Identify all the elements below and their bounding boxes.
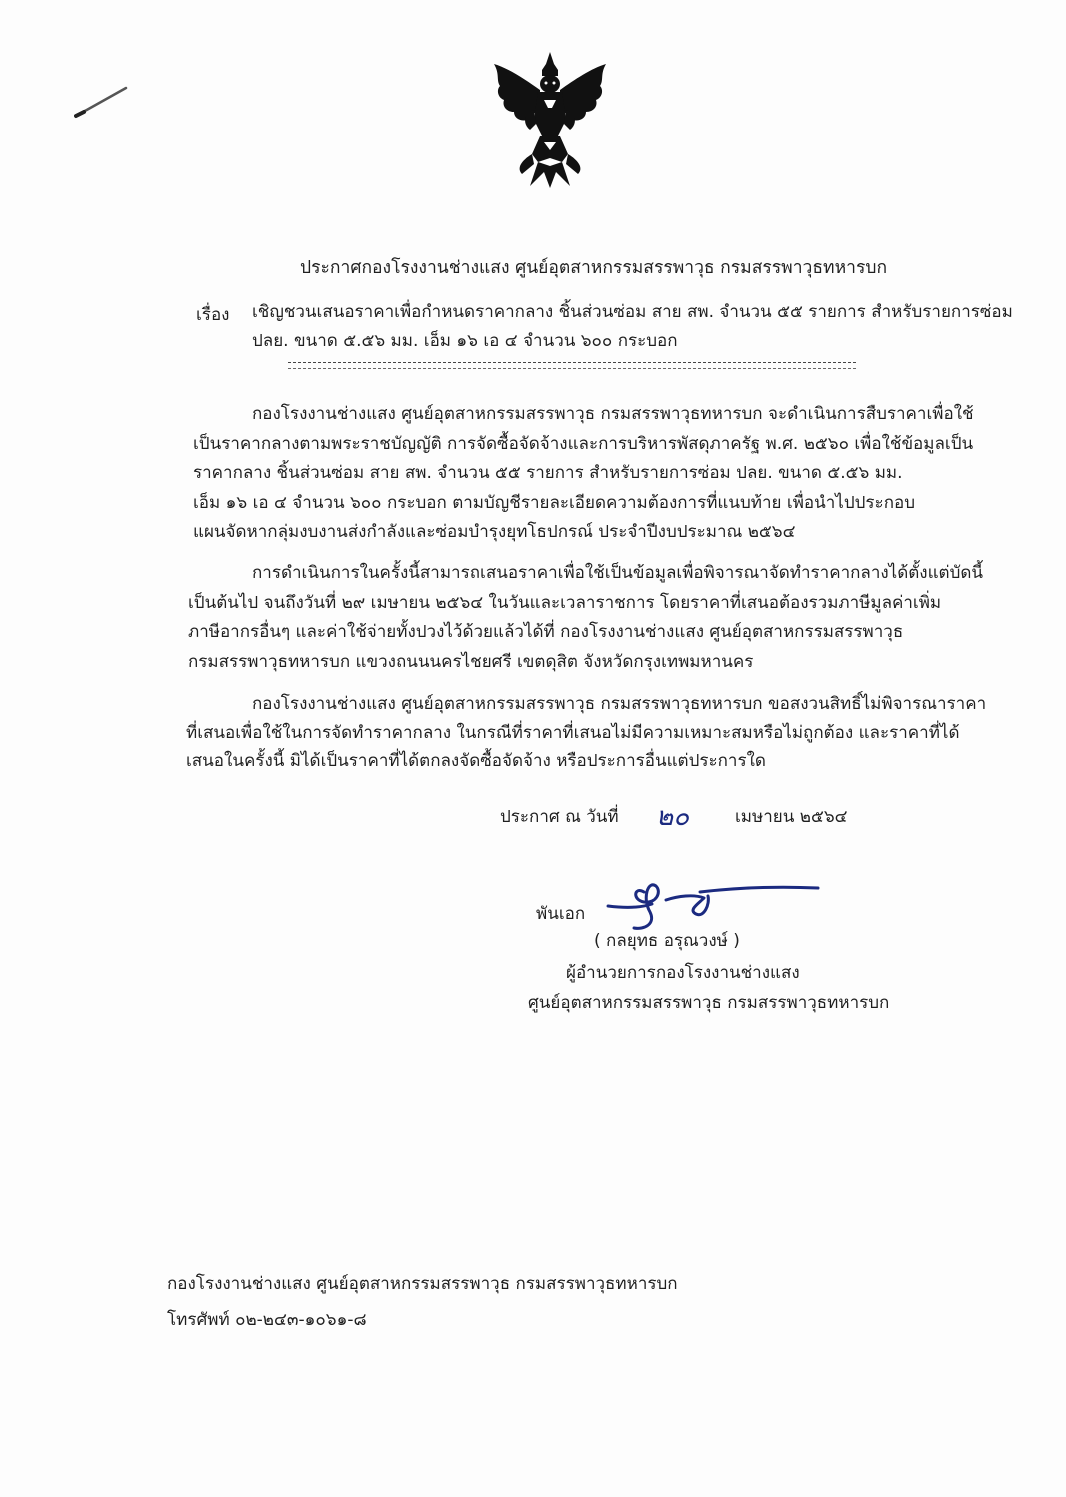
announcement-date-prefix: ประกาศ ณ วันที่ [500,807,619,827]
footer-organization: กองโรงงานช่างแสง ศูนย์อุตสาหกรรมสรรพาวุธ กรมสรรพาวุธทหารบก [167,1274,678,1294]
paragraph-1-line: ราคากลาง ชิ้นส่วนซ่อม สาย สพ. จำนวน ๕๕ รายการ สำหรับรายการซ่อม ปลย. ขนาด ๕.๕๖ มม. [193,463,903,483]
separator-rule-secondary [288,368,856,369]
subject-line-1: เชิญชวนเสนอราคาเพื่อกำหนดราคากลาง ชิ้นส่วนซ่อม สาย สพ. จำนวน ๕๕ รายการ สำหรับรายการซ่อม [252,302,1013,322]
paragraph-3-line: เสนอในครั้งนี้ มิได้เป็นราคาที่ได้ตกลงจัดซื้อจัดจ้าง หรือประการอื่นแต่ประการใด [186,751,766,771]
signatory-rank: พันเอก [536,904,586,924]
document-title: ประกาศกองโรงงานช่างแสง ศูนย์อุตสาหกรรมสรรพาวุธ กรมสรรพาวุธทหารบก [300,258,888,278]
paragraph-3-line: กองโรงงานช่างแสง ศูนย์อุตสาหกรรมสรรพาวุธ กรมสรรพาวุธทหารบก ขอสงวนสิทธิ์ไม่พิจารณาราคา [252,694,987,714]
paragraph-1-line: แผนจัดหากลุ่มงบงานส่งกำลังและซ่อมบำรุงยุทโธปกรณ์ ประจำปีงบประมาณ ๒๕๖๔ [193,522,796,542]
paragraph-1-line: เอ็ม ๑๖ เอ ๔ จำนวน ๖๐๐ กระบอก ตามบัญชีรายละเอียดความต้องการที่แนบท้าย เพื่อนำไปประกอบ [193,493,915,513]
separator-rule [288,362,856,363]
paragraph-2-line: ภาษีอากรอื่นๆ และค่าใช้จ่ายทั้งปวงไว้ด้วยแล้วได้ที่ กองโรงงานช่างแสง ศูนย์อุตสาหกรรมสรรพาวุธ [188,622,904,642]
signatory-name: ( กลยุทธ อรุณวงษ์ ) [594,931,740,951]
paragraph-1-line: เป็นราคากลางตามพระราชบัญญัติ การจัดซื้อจัดจ้างและการบริหารพัสดุภาครัฐ พ.ศ. ๒๕๖๐ เพื่อใช้ข้อมูลเป็น [193,434,974,454]
paragraph-1-line: กองโรงงานช่างแสง ศูนย์อุตสาหกรรมสรรพาวุธ กรมสรรพาวุธทหารบก จะดำเนินการสืบราคาเพื่อใช้ [252,404,974,424]
signatory-position-line-1: ผู้อำนวยการกองโรงงานช่างแสง [566,963,800,983]
pen-stroke-mark [74,84,134,120]
garuda-emblem-icon [486,50,614,190]
signatory-position-line-2: ศูนย์อุตสาหกรรมสรรพาวุธ กรมสรรพาวุธทหารบก [528,993,890,1013]
subject-line-2: ปลย. ขนาด ๕.๕๖ มม. เอ็ม ๑๖ เอ ๔ จำนวน ๖๐๐ กระบอก [252,331,678,351]
paragraph-2-line: กรมสรรพาวุธทหารบก แขวงถนนนครไชยศรี เขตดุสิต จังหวัดกรุงเทพมหานคร [188,652,754,672]
announcement-month-year: เมษายน ๒๕๖๔ [735,807,848,827]
footer-phone: โทรศัพท์ ๐๒-๒๔๓-๑๐๖๑-๘ [167,1310,367,1330]
paragraph-3-line: ที่เสนอเพื่อใช้ในการจัดทำราคากลาง ในกรณีที่ราคาที่เสนอไม่มีความเหมาะสมหรือไม่ถูกต้อง และราคาที่ได้ [186,723,960,743]
handwritten-signature [604,878,824,938]
announcement-day-handwritten: ๒๐ [656,802,690,832]
paragraph-2-line: การดำเนินการในครั้งนี้สามารถเสนอราคาเพื่อใช้เป็นข้อมูลเพื่อพิจารณาจัดทำราคากลางได้ตั้งแต่บัดนี้ [252,563,984,583]
paragraph-2-line: เป็นต้นไป จนถึงวันที่ ๒๙ เมษายน ๒๕๖๔ ในวันและเวลาราชการ โดยราคาที่เสนอต้องรวมภาษีมูลค่าเพิ่ม [188,593,942,613]
subject-label: เรื่อง [196,305,230,325]
